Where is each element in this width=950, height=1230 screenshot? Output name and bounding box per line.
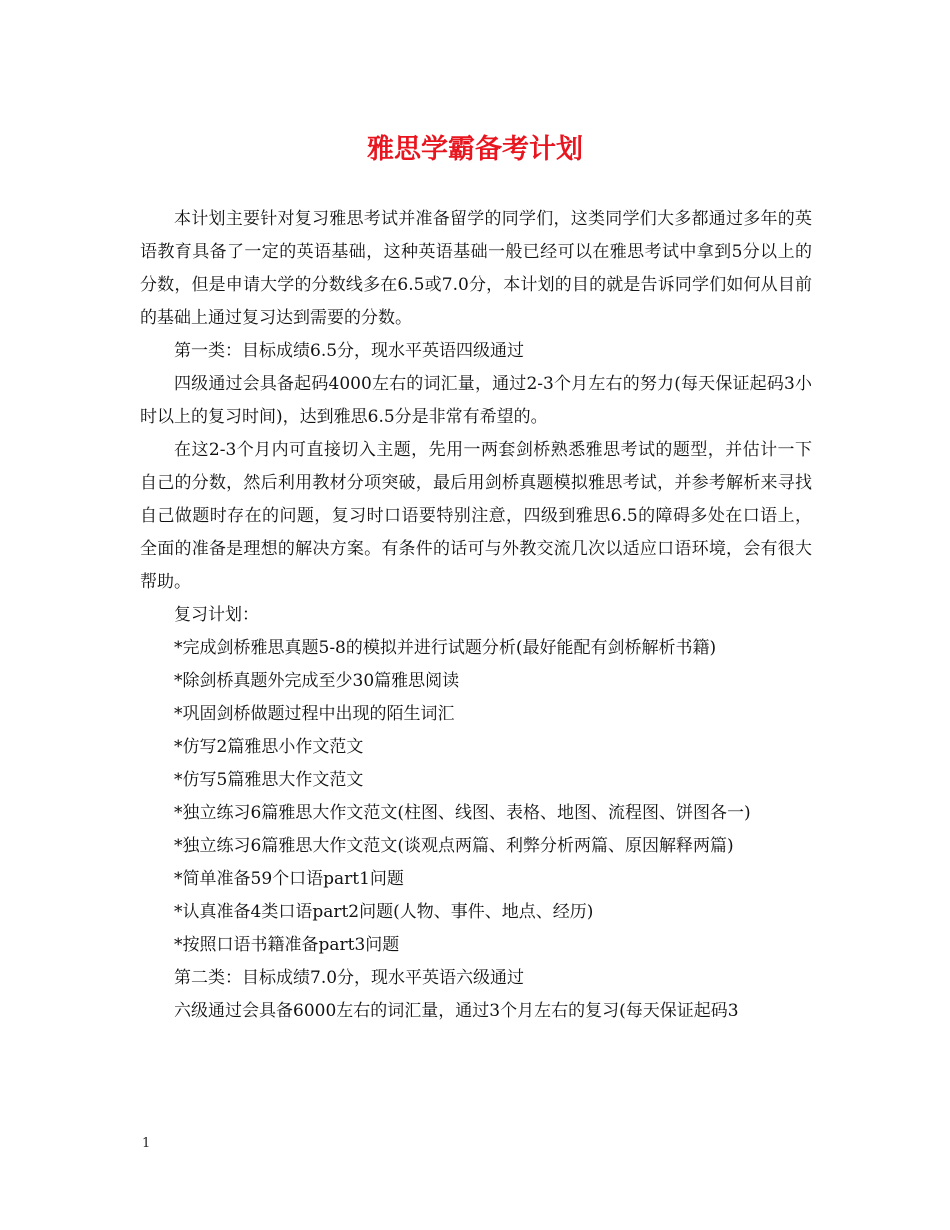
paragraph-category-2-heading: 第二类：目标成绩7.0分，现水平英语六级通过	[174, 968, 525, 988]
plan-item: *完成剑桥雅思真题5-8的模拟并进行试题分析(最好能配有剑桥解析书籍)	[174, 638, 717, 658]
plan-item: *巩固剑桥做题过程中出现的陌生词汇	[174, 704, 455, 724]
document-title: 雅思学霸备考计划	[367, 134, 583, 165]
plan-item: *独立练习6篇雅思大作文范文(谈观点两篇、利弊分析两篇、原因解释两篇)	[174, 836, 734, 856]
plan-item: *除剑桥真题外完成至少30篇雅思阅读	[174, 671, 460, 691]
plan-item: *仿写2篇雅思小作文范文	[174, 737, 364, 757]
plan-item: *按照口语书籍准备part3问题	[174, 935, 400, 955]
plan-item: *仿写5篇雅思大作文范文	[174, 770, 364, 790]
plan-item: *认真准备4类口语part2问题(人物、事件、地点、经历)	[174, 902, 594, 922]
paragraph-category-2-vocab: 六级通过会具备6000左右的词汇量，通过3个月左右的复习(每天保证起码3	[174, 1001, 739, 1021]
paragraph-category-1-strategy: 在这2-3个月内可直接切入主题，先用一两套剑桥熟悉雅思考试的题型，并估计一下自己的分数，然后利用教材分项突破，最后用剑桥真题模拟雅思考试，并参考解析来寻找自己做题时存在的问题，复习时口语要特别注意，四级到雅思6.5的障碍多处在口语上，全面的准备是理想的解决方案。有条件的话可与外教交流几次以适应口语环境，会有很大帮助。	[140, 440, 812, 592]
paragraph-category-1-heading: 第一类：目标成绩6.5分，现水平英语四级通过	[174, 341, 525, 361]
document-body	[140, 203, 812, 1028]
plan-item: *简单准备59个口语part1问题	[174, 869, 404, 889]
paragraph-category-1-vocab: 四级通过会具备起码4000左右的词汇量，通过2-3个月左右的努力(每天保证起码3小时以上的复习时间)，达到雅思6.5分是非常有希望的。	[140, 374, 812, 427]
plan-item: *独立练习6篇雅思大作文范文(柱图、线图、表格、地图、流程图、饼图各一)	[174, 803, 751, 823]
paragraph-review-plan-heading: 复习计划：	[174, 605, 259, 625]
paragraph-intro: 本计划主要针对复习雅思考试并准备留学的同学们，这类同学们大多都通过多年的英语教育具备了一定的英语基础，这种英语基础一般已经可以在雅思考试中拿到5分以上的分数，但是申请大学的分数线多在6.5或7.0分，本计划的目的就是告诉同学们如何从目前的基础上通过复习达到需要的分数。	[140, 209, 812, 328]
page-number: 1	[142, 1136, 151, 1151]
